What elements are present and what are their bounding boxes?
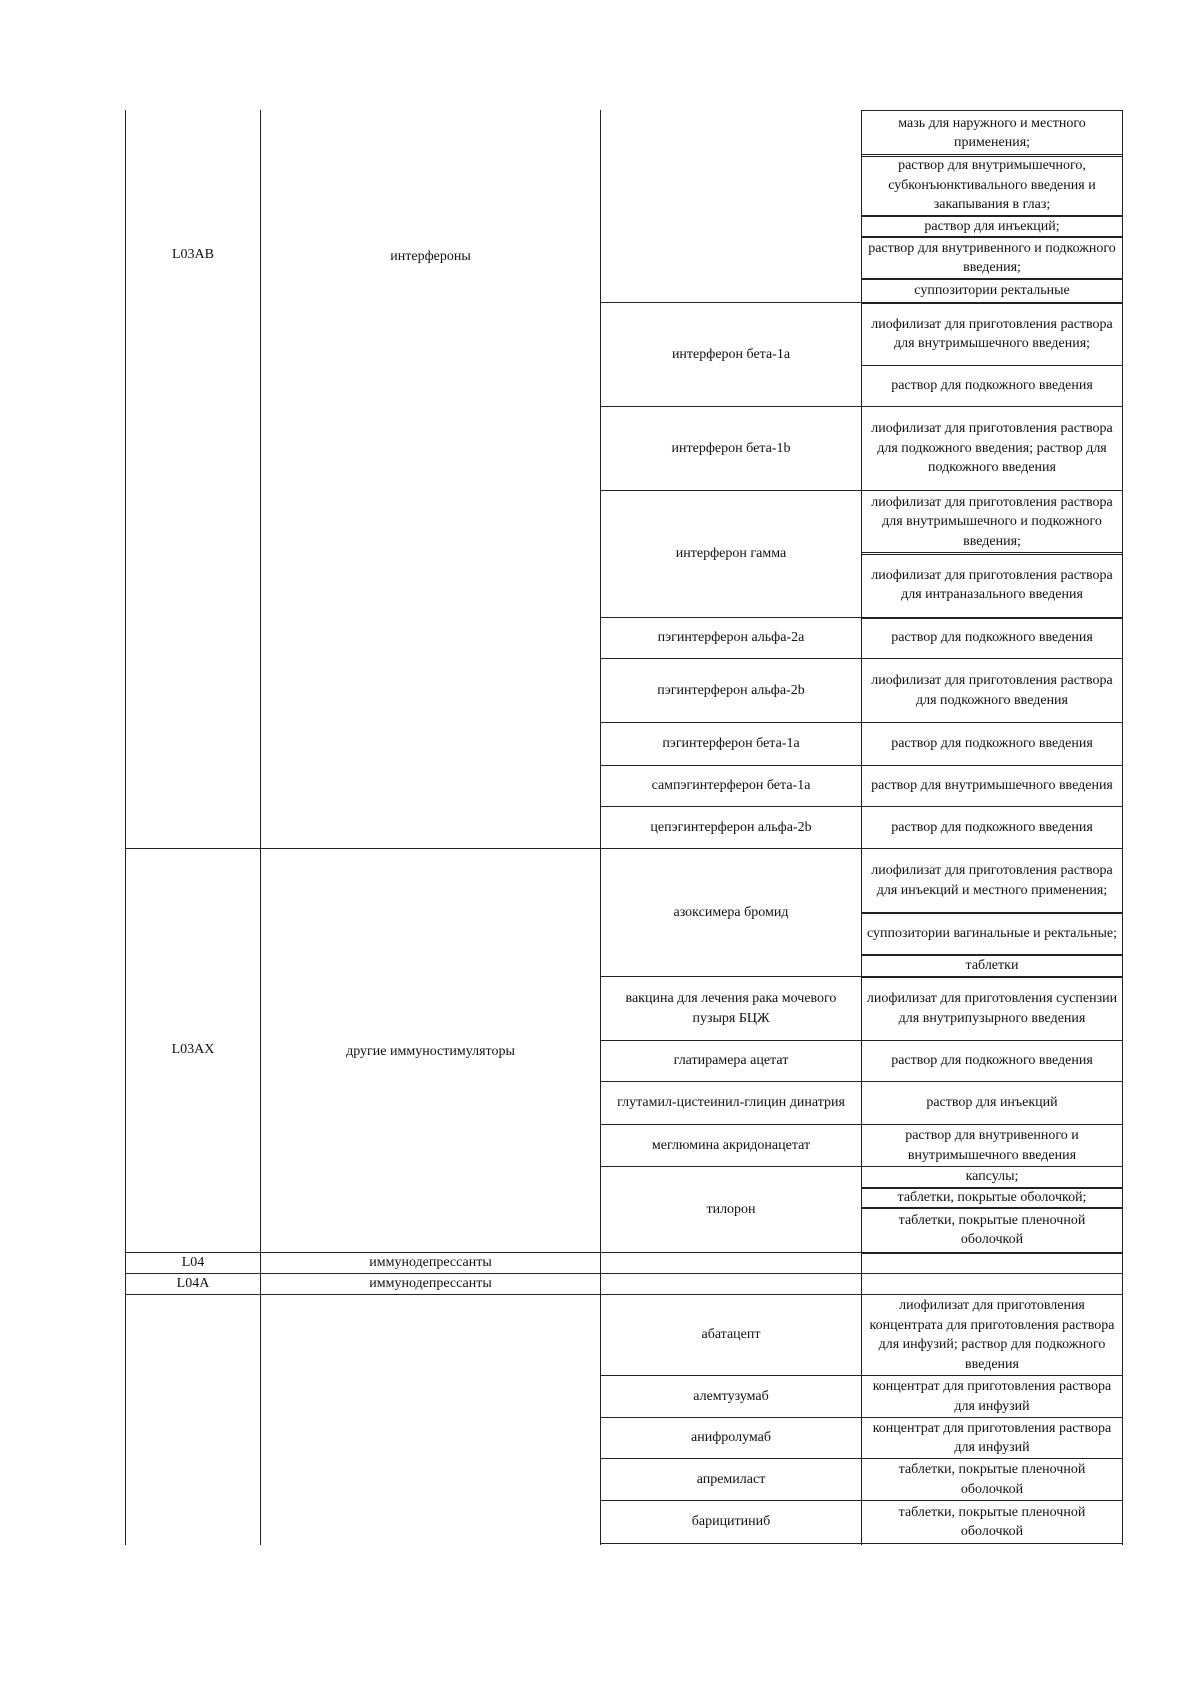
dosage-form-cell: лиофилизат для приготовления раствора для инъекций и местного применения; [871, 863, 1113, 898]
drug-name-cell: пэгинтерферон бета-1a [662, 736, 800, 752]
dosage-form-cell: раствор для внутривенного и подкожного введения; [868, 240, 1116, 275]
drug-name-cell: абатацепт [701, 1327, 761, 1343]
dosage-form-cell: суппозитории ректальные [914, 282, 1070, 298]
dosage-form-cell: раствор для подкожного введения [891, 378, 1093, 394]
dosage-form-cell: концентрат для приготовления раствора для инфузий [872, 1379, 1112, 1414]
drug-name-cell: азоксимера бромид [673, 904, 789, 920]
atc-group-name-cell: интерфероны [390, 249, 471, 265]
drug-name-cell: интерферон гамма [675, 546, 787, 562]
atc-code-cell: L04 [181, 1255, 205, 1271]
drug-name-cell: тилорон [706, 1201, 756, 1217]
dosage-form-cell: раствор для подкожного введения [891, 819, 1093, 835]
dosage-form-cell: лиофилизат для приготовления суспензии для внутрипузырного введения [866, 991, 1118, 1026]
dosage-form-cell: раствор для инъекций; [924, 218, 1060, 234]
drug-name-cell: цепэгинтерферон альфа-2b [650, 819, 812, 835]
dosage-form-cell: лиофилизат для приготовления раствора для внутримышечного введения; [871, 316, 1113, 351]
atc-code-cell: L04A [176, 1276, 210, 1292]
drug-name-cell: анифролумаб [691, 1430, 771, 1446]
dosage-form-cell: лиофилизат для приготовления раствора для внутримышечного и подкожного введения; [871, 494, 1113, 549]
dosage-form-cell: раствор для внутривенного и внутримышечного введения [905, 1128, 1079, 1163]
dosage-form-cell: концентрат для приготовления раствора для инфузий [872, 1420, 1112, 1455]
dosage-form-cell: раствор для подкожного введения [891, 736, 1093, 752]
drug-name-cell: барицитиниб [691, 1514, 771, 1530]
drug-name-cell: алемтузумаб [693, 1388, 769, 1404]
drug-name-cell: пэгинтерферон альфа-2b [657, 682, 805, 698]
drug-name-cell: сампэгинтерферон бета-1a [651, 778, 811, 794]
atc-group-name-cell: иммунодепрессанты [369, 1276, 492, 1292]
atc-code-cell: L03AX [171, 1042, 215, 1058]
atc-group-name-cell: другие иммуностимуляторы [346, 1044, 515, 1060]
dosage-form-cell: раствор для внутримышечного введения [871, 778, 1113, 794]
drug-name-cell: глутамил-цистеинил-глицин динатрия [617, 1095, 845, 1111]
dosage-form-cell: мазь для наружного и местного применения; [898, 115, 1086, 150]
drug-name-cell: вакцина для лечения рака мочевого пузыря БЦЖ [625, 991, 837, 1026]
drug-name-cell: апремиласт [696, 1471, 766, 1487]
dosage-form-cell: лиофилизат для приготовления раствора для интраназального введения [871, 567, 1113, 602]
drug-name-cell: пэгинтерферон альфа-2a [657, 630, 805, 646]
dosage-form-cell: раствор для подкожного введения [891, 630, 1093, 646]
atc-code-cell: L03AB [172, 247, 214, 263]
dosage-form-cell: капсулы; [965, 1169, 1019, 1185]
dosage-form-cell: таблетки, покрытые пленочной оболочкой [898, 1212, 1086, 1247]
table-border-bottom [600, 1543, 1123, 1544]
dosage-form-cell: лиофилизат для приготовления концентрата для приготовления раствора для инфузий; раствор для подкожного введения [869, 1298, 1115, 1372]
drug-name-cell: интерферон бета-1a [671, 346, 791, 362]
dosage-form-cell: таблетки, покрытые пленочной оболочкой [898, 1504, 1086, 1539]
dosage-form-cell: суппозитории вагинальные и ректальные; [867, 925, 1117, 941]
dosage-form-cell: раствор для внутримышечного, субконъюнктивального введения и закапывания в глаз; [888, 158, 1096, 213]
drug-name-cell: интерферон бета-1b [671, 440, 791, 456]
table-border-left [125, 110, 126, 1545]
dosage-form-cell: таблетки, покрытые пленочной оболочкой [898, 1462, 1086, 1497]
dosage-form-cell: раствор для инъекций [926, 1095, 1058, 1111]
drug-name-cell: глатирамера ацетат [673, 1053, 789, 1069]
dosage-form-cell: лиофилизат для приготовления раствора для подкожного введения; раствор для подкожного введения [871, 421, 1113, 476]
dosage-form-cell: лиофилизат для приготовления раствора для подкожного введения [871, 673, 1113, 708]
drug-name-cell: меглюмина акридонацетат [651, 1137, 811, 1153]
column-divider-code [260, 110, 261, 1545]
atc-group-name-cell: иммунодепрессанты [369, 1255, 492, 1271]
dosage-form-cell: раствор для подкожного введения [891, 1053, 1093, 1069]
dosage-form-cell: таблетки [965, 957, 1019, 973]
dosage-form-cell: таблетки, покрытые оболочкой; [897, 1190, 1087, 1206]
